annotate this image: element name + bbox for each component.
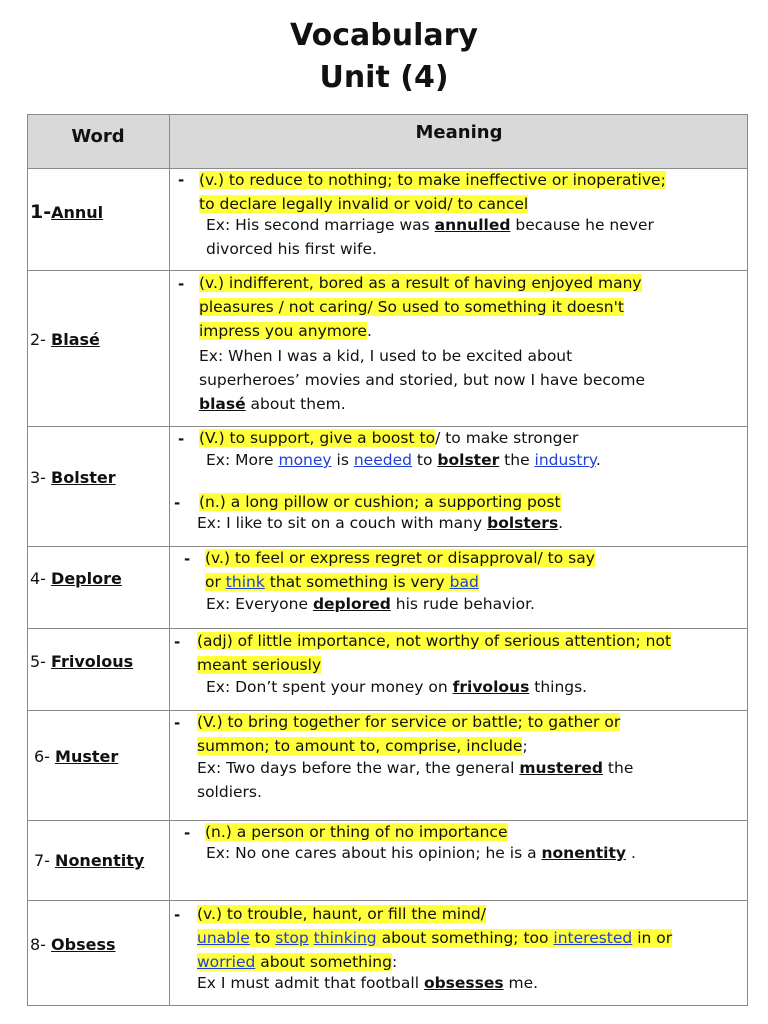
- word-cell: [34, 851, 144, 870]
- link[interactable]: stop: [275, 929, 309, 947]
- word-cell: [30, 468, 116, 487]
- link[interactable]: worried: [197, 953, 256, 971]
- link[interactable]: needed: [353, 451, 412, 469]
- table-border-bottom: [27, 1005, 748, 1006]
- word-number: 3-: [30, 468, 46, 487]
- row-divider: [27, 628, 748, 629]
- header-meaning: Meaning: [415, 122, 503, 143]
- word-number: 7-: [34, 851, 50, 870]
- word-number: 2-: [30, 330, 46, 349]
- bullet-dash: -: [174, 494, 181, 512]
- word-number: 8-: [30, 935, 46, 954]
- page-title: Vocabulary: [290, 18, 478, 53]
- example-line: Ex: No one cares about his opinion; he is a nonentity .: [206, 844, 636, 862]
- word-cell: [30, 201, 103, 223]
- definition-line: (v.) indifferent, bored as a result of having enjoyed many: [199, 274, 642, 292]
- row-divider: [27, 546, 748, 547]
- word-number: 1-: [30, 201, 52, 223]
- example-line: soldiers.: [197, 783, 262, 801]
- link[interactable]: money: [278, 451, 332, 469]
- vocab-word: Blasé: [51, 330, 100, 349]
- definition-line: meant seriously: [197, 656, 322, 674]
- vocab-word: Nonentity: [55, 851, 145, 870]
- row-divider: [27, 426, 748, 427]
- link[interactable]: industry: [534, 451, 596, 469]
- row-divider: [27, 168, 748, 169]
- bullet-dash: -: [174, 633, 181, 651]
- word-cell: [34, 747, 118, 766]
- example-line: Ex: I like to sit on a couch with many bolsters.: [197, 514, 564, 532]
- definition-line: (n.) a person or thing of no importance: [205, 823, 508, 841]
- definition-line: (v.) to reduce to nothing; to make ineffective or inoperative;: [199, 171, 666, 189]
- example-line: Ex: Don’t spent your money on frivolous things.: [206, 678, 588, 696]
- word-cell: [30, 652, 133, 671]
- word-number: 6-: [34, 747, 50, 766]
- example-line: Ex: Everyone deplored his rude behavior.: [206, 595, 535, 613]
- row-divider: [27, 270, 748, 271]
- definition-line: pleasures / not caring/ So used to something it doesn't: [199, 298, 624, 316]
- vocab-word: Bolster: [51, 468, 116, 487]
- table-column-divider: [169, 114, 170, 1006]
- example-line: Ex I must admit that football obsesses me.: [197, 974, 539, 992]
- bullet-dash: -: [178, 275, 185, 293]
- bullet-dash: -: [178, 430, 185, 448]
- word-cell: [30, 935, 116, 954]
- table-border-right: [747, 114, 748, 1006]
- definition-line: (n.) a long pillow or cushion; a supporting post: [199, 493, 561, 511]
- example-line: Ex: More money is needed to bolster the industry.: [206, 451, 601, 469]
- page-subtitle: Unit (4): [319, 60, 449, 95]
- bullet-dash: -: [178, 171, 185, 189]
- word-number: 4-: [30, 569, 46, 588]
- vocab-word: Muster: [55, 747, 119, 766]
- example-line: Ex: Two days before the war, the general mustered the: [197, 759, 634, 777]
- definition-line: summon; to amount to, comprise, include;: [197, 737, 528, 755]
- definition-line: (V.) to support, give a boost to/ to make stronger: [199, 429, 579, 447]
- vocab-word: Deplore: [51, 569, 122, 588]
- definition-line: (adj) of little importance, not worthy of serious attention; not: [197, 632, 672, 650]
- example-line: Ex: When I was a kid, I used to be excited about: [199, 347, 573, 365]
- link[interactable]: think: [225, 573, 265, 591]
- example-line: Ex: His second marriage was annulled because he never: [206, 216, 654, 234]
- bullet-dash: -: [184, 824, 191, 842]
- vocab-word: Annul: [51, 203, 104, 222]
- definition-line: (v.) to trouble, haunt, or fill the mind/: [197, 905, 486, 923]
- bullet-dash: -: [184, 550, 191, 568]
- example-line: superheroes’ movies and storied, but now I have become: [199, 371, 645, 389]
- example-line: divorced his first wife.: [206, 240, 377, 258]
- definition-line: to declare legally invalid or void/ to cancel: [199, 195, 529, 213]
- table-border-top: [27, 114, 748, 115]
- bullet-dash: -: [174, 906, 181, 924]
- link[interactable]: thinking: [313, 929, 377, 947]
- example-line: blasé about them.: [199, 395, 346, 413]
- link[interactable]: bad: [449, 573, 479, 591]
- vocab-word: Obsess: [51, 935, 116, 954]
- word-cell: [30, 330, 100, 349]
- table-border-left: [27, 114, 28, 1006]
- definition-line: or think that something is very bad: [205, 573, 479, 591]
- definition-line: (V.) to bring together for service or battle; to gather or: [197, 713, 621, 731]
- header-word: Word: [71, 126, 125, 147]
- definition-line: impress you anymore.: [199, 322, 372, 340]
- row-divider: [27, 900, 748, 901]
- word-cell: [30, 569, 122, 588]
- definition-line: unable to stop thinking about something; too interested in or: [197, 929, 673, 947]
- row-divider: [27, 710, 748, 711]
- vocab-word: Frivolous: [51, 652, 134, 671]
- link[interactable]: unable: [197, 929, 250, 947]
- bullet-dash: -: [174, 714, 181, 732]
- definition-line: worried about something:: [197, 953, 398, 971]
- definition-line: (v.) to feel or express regret or disapproval/ to say: [205, 549, 595, 567]
- link[interactable]: interested: [553, 929, 633, 947]
- row-divider: [27, 820, 748, 821]
- word-number: 5-: [30, 652, 46, 671]
